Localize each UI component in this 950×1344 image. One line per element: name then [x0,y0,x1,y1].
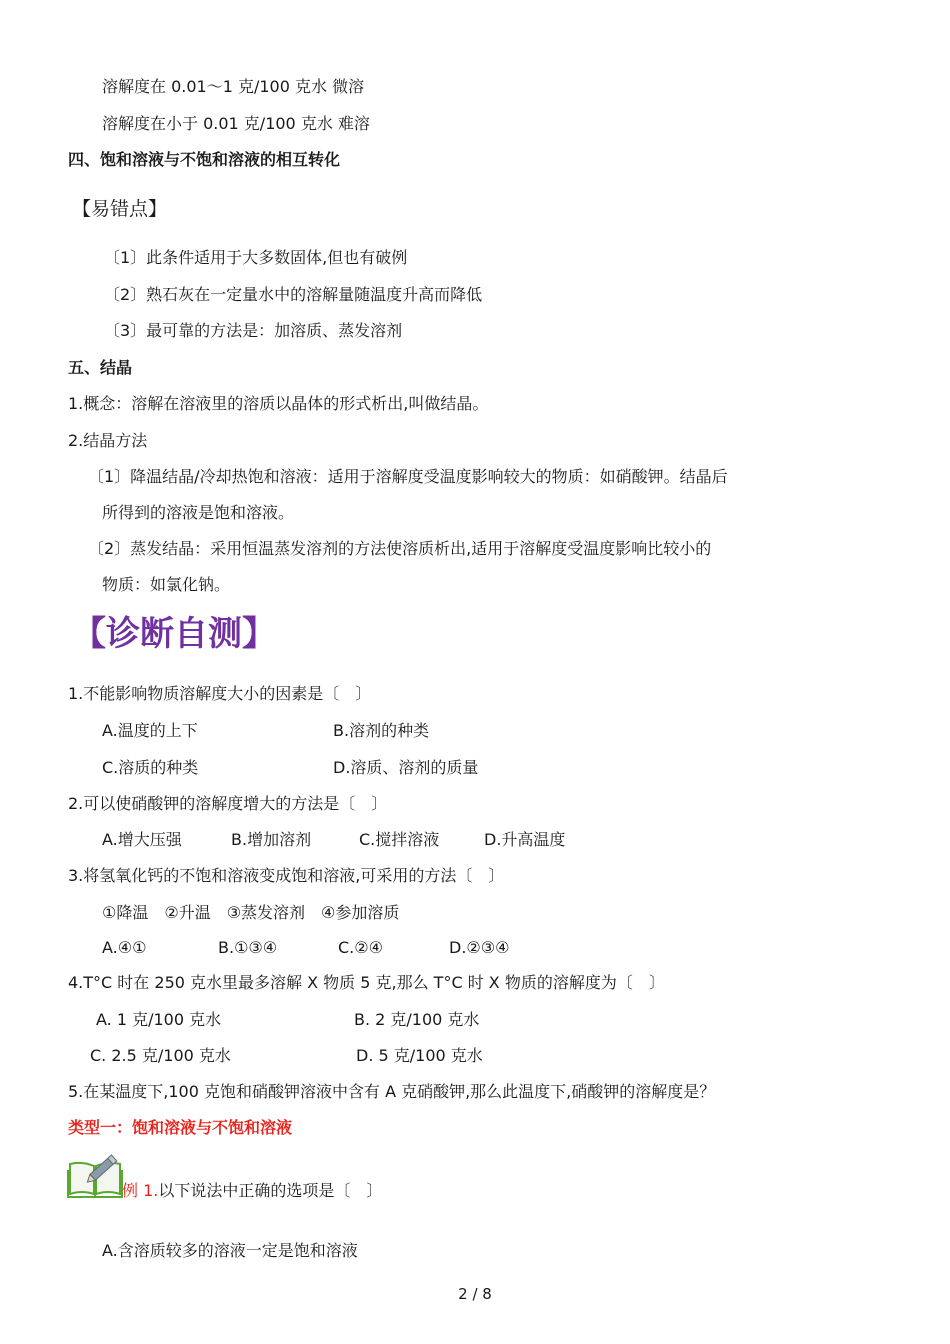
question-4-stem: 4.T°C 时在 250 克水里最多溶解 X 物质 5 克,那么 T°C 时 X 物质的溶解度为〔 〕 [68,973,665,992]
question-2-stem: 2.可以使硝酸钾的溶解度增大的方法是〔 〕 [68,794,388,813]
error-prone-header: 【易错点】 [72,198,168,220]
method-title: 2.结晶方法 [68,431,148,450]
q2-option-a: A.增大压强 [102,830,182,849]
q4-option-a: A. 1 克/100 克水 [96,1010,222,1029]
example-1-option-a: A.含溶质较多的溶液一定是饱和溶液 [102,1241,358,1260]
concept-text: 1.概念：溶解在溶液里的溶质以晶体的形式析出,叫做结晶。 [68,394,489,413]
q3-option-d: D.②③④ [449,938,510,957]
q1-option-d: D.溶质、溶剂的质量 [333,758,479,777]
q4-option-d: D. 5 克/100 克水 [356,1046,483,1065]
q2-option-d: D.升高温度 [484,830,566,849]
text-slightly-soluble: 溶解度在 0.01～1 克/100 克水 微溶 [102,77,365,96]
section-5-title: 五、结晶 [68,358,133,377]
section-4-title: 四、饱和溶液与不饱和溶液的相互转化 [68,150,341,169]
example-1-label: 例 1. [122,1181,159,1200]
diagnostic-title: 【诊断自测】 [72,614,276,654]
q3-items: ①降温 ②升温 ③蒸发溶剂 ④参加溶质 [102,903,400,922]
q4-option-c: C. 2.5 克/100 克水 [90,1046,231,1065]
q3-option-b: B.①③④ [218,938,278,957]
q1-option-a: A.温度的上下 [102,721,198,740]
q2-option-b: B.增加溶剂 [231,830,312,849]
question-1-stem: 1.不能影响物质溶解度大小的因素是〔 〕 [68,684,372,703]
method-1-line-2: 所得到的溶液是饱和溶液。 [102,503,295,522]
error-point-3: 〔3〕最可靠的方法是：加溶质、蒸发溶剂 [104,321,403,340]
q3-option-c: C.②④ [338,938,383,957]
page-number: 2 / 8 [458,1285,492,1303]
q2-option-c: C.搅拌溶液 [359,830,440,849]
text-insoluble: 溶解度在小于 0.01 克/100 克水 难溶 [102,114,370,133]
error-point-1: 〔1〕此条件适用于大多数固体,但也有破例 [104,248,408,267]
type-1-title: 类型一：饱和溶液与不饱和溶液 [68,1118,293,1137]
method-2-line-1: 〔2〕蒸发结晶：采用恒温蒸发溶剂的方法使溶质析出,适用于溶解度受温度影响比较小的 [88,539,712,558]
book-pencil-icon [67,1150,123,1198]
error-point-2: 〔2〕熟石灰在一定量水中的溶解量随温度升高而降低 [104,285,483,304]
method-1-line-1: 〔1〕降温结晶/冷却热饱和溶液：适用于溶解度受温度影响较大的物质：如硝酸钾。结晶后 [88,467,728,486]
example-1 [122,1181,382,1201]
question-5-stem: 5.在某温度下,100 克饱和硝酸钾溶液中含有 A 克硝酸钾,那么此温度下,硝酸钾的溶解度是？ [68,1082,716,1101]
q3-option-a: A.④① [102,938,147,957]
q1-option-b: B.溶剂的种类 [333,721,430,740]
example-1-stem: 以下说法中正确的选项是〔 〕 [158,1181,383,1200]
q4-option-b: B. 2 克/100 克水 [354,1010,480,1029]
method-2-line-2: 物质：如氯化钠。 [102,575,231,594]
question-3-stem: 3.将氢氧化钙的不饱和溶液变成饱和溶液,可采用的方法〔 〕 [68,866,505,885]
q1-option-c: C.溶质的种类 [102,758,199,777]
